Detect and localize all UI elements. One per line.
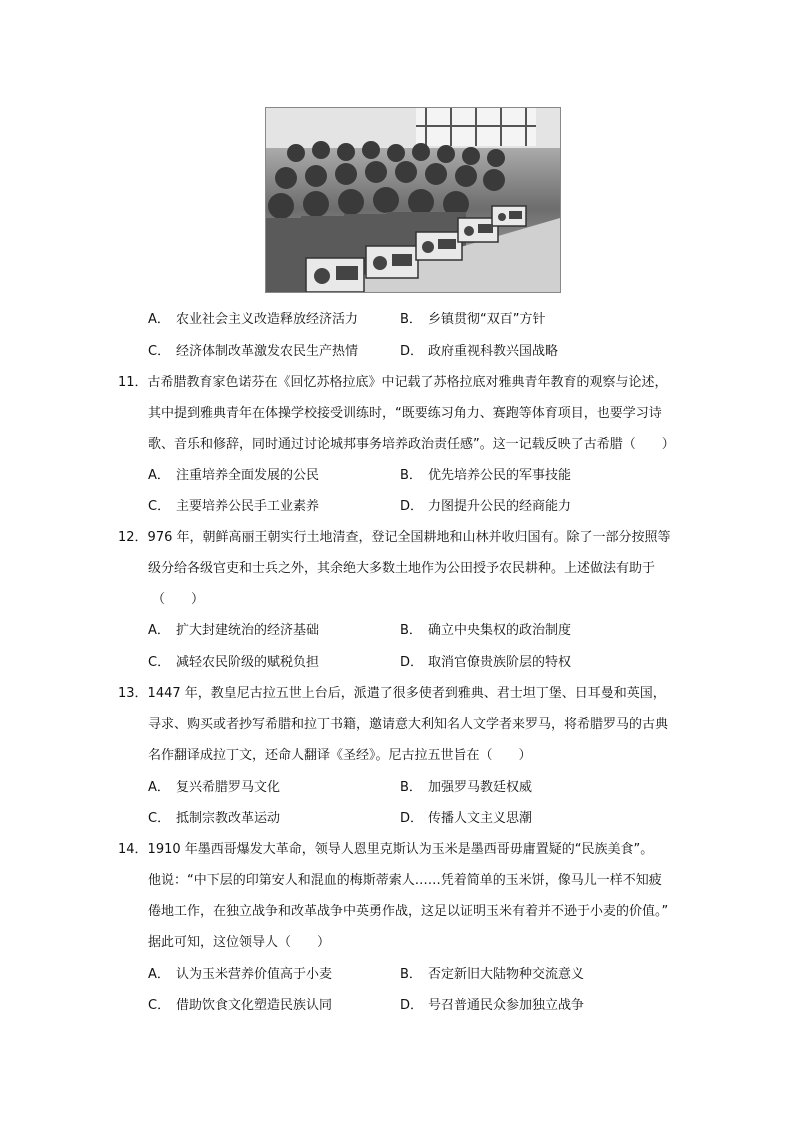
q13-option-d[interactable] xyxy=(400,810,532,828)
option-letter: D． xyxy=(400,811,424,826)
option-text: 农业社会主义改造释放经济活力 xyxy=(176,312,359,327)
option-letter: D． xyxy=(400,655,424,670)
option-text: 号召普通民众参加独立战争 xyxy=(428,998,585,1013)
q14-option-d[interactable] xyxy=(400,997,584,1015)
q13-stem-line-3: 名作翻译成拉丁文，还命人翻译《圣经》。尼古拉五世旨在（ ） xyxy=(148,748,532,763)
option-letter: B． xyxy=(400,780,422,795)
q11-option-d[interactable] xyxy=(400,498,571,516)
option-text: 抵制宗教改革运动 xyxy=(176,811,281,826)
option-letter: C． xyxy=(148,655,171,670)
option-text: 扩大封建统治的经济基础 xyxy=(176,623,320,638)
option-letter: A． xyxy=(148,623,170,638)
q12-stem-line-1: 12．976 年，朝鲜高丽王朝实行土地清查，登记全国耕地和山林并收归国有。除了一部分按照等 xyxy=(118,530,671,545)
q11-stem-line-3: 歌、音乐和修辞，同时通过讨论城邦事务培养政治责任感”。这一记载反映了古希腊（ ） xyxy=(148,437,675,452)
q12-stem-line-2: 级分给各级官吏和士兵之外，其余绝大多数土地作为公田授予农民耕种。上述做法有助于 xyxy=(148,561,656,576)
option-letter: D． xyxy=(400,998,424,1013)
option-text: 认为玉米营养价值高于小麦 xyxy=(176,967,333,982)
option-text: 主要培养公民手工业素养 xyxy=(176,499,320,514)
q10-option-a[interactable] xyxy=(148,311,358,329)
q12-option-a[interactable] xyxy=(148,622,319,640)
option-text: 乡镇贯彻“双百”方针 xyxy=(428,312,546,327)
q12-option-c[interactable] xyxy=(148,654,319,672)
q11-option-a[interactable] xyxy=(148,467,319,485)
q10-option-b[interactable] xyxy=(400,311,545,329)
option-text: 复兴希腊罗马文化 xyxy=(176,780,281,795)
q12-stem-line-3: （ ） xyxy=(152,592,205,607)
option-letter: C． xyxy=(148,811,171,826)
q11-option-c[interactable] xyxy=(148,498,319,516)
q14-stem-line-1: 14．1910 年墨西哥爆发大革命，领导人恩里克斯认为玉米是墨西哥毋庸置疑的“民族美食”。 xyxy=(118,842,654,857)
q14-stem-line-4: 据此可知，这位领导人（ ） xyxy=(148,935,331,950)
option-letter: D． xyxy=(400,499,424,514)
q14-option-c[interactable] xyxy=(148,997,332,1015)
option-letter: C． xyxy=(148,499,171,514)
q14-stem-line-2: 他说：“中下层的印第安人和混血的梅斯蒂索人……凭着简单的玉米饼，像马儿一样不知疲 xyxy=(148,873,662,888)
option-letter: A． xyxy=(148,967,170,982)
option-letter: D． xyxy=(400,344,424,359)
option-text: 注重培养全面发展的公民 xyxy=(176,468,320,483)
photo-meeting-people-tape-recorders xyxy=(266,108,560,292)
q13-option-b[interactable] xyxy=(400,779,532,797)
q14-option-b[interactable] xyxy=(400,966,584,984)
option-text: 优先培养公民的军事技能 xyxy=(428,468,572,483)
q14-option-a[interactable] xyxy=(148,966,332,984)
q12-option-d[interactable] xyxy=(400,654,571,672)
q13-stem-line-1: 13．1447 年，教皇尼古拉五世上台后，派遣了很多使者到雅典、君士坦丁堡、日耳曼和英国， xyxy=(118,686,666,701)
option-letter: A． xyxy=(148,468,170,483)
option-text: 力图提升公民的经商能力 xyxy=(428,499,572,514)
option-text: 否定新旧大陆物种交流意义 xyxy=(428,967,585,982)
question-10-photo xyxy=(265,107,561,293)
option-letter: C． xyxy=(148,998,171,1013)
option-text: 经济体制改革激发农民生产热情 xyxy=(176,344,359,359)
option-letter: B． xyxy=(400,468,422,483)
option-text: 借助饮食文化塑造民族认同 xyxy=(176,998,333,1013)
option-text: 传播人文主义思潮 xyxy=(428,811,533,826)
option-text: 加强罗马教廷权威 xyxy=(428,780,533,795)
option-letter: A． xyxy=(148,780,170,795)
option-letter: B． xyxy=(400,312,422,327)
option-letter: A． xyxy=(148,312,170,327)
q13-stem-line-2: 寻求、购买或者抄写希腊和拉丁书籍，邀请意大利知名人文学者来罗马，将希腊罗马的古典 xyxy=(148,717,669,732)
q11-stem-line-1: 11．古希腊教育家色诺芬在《回忆苏格拉底》中记载了苏格拉底对雅典青年教育的观察与论述， xyxy=(118,375,668,390)
q13-option-a[interactable] xyxy=(148,779,280,797)
option-letter: B． xyxy=(400,967,422,982)
option-letter: C． xyxy=(148,344,171,359)
q14-stem-line-3: 倦地工作，在独立战争和改革战争中英勇作战，这足以证明玉米有着并不逊于小麦的价值。” xyxy=(148,904,669,919)
option-text: 政府重视科教兴国战略 xyxy=(428,344,559,359)
q11-option-b[interactable] xyxy=(400,467,571,485)
option-letter: B． xyxy=(400,623,422,638)
option-text: 减轻农民阶级的赋税负担 xyxy=(176,655,320,670)
q11-stem-line-2: 其中提到雅典青年在体操学校接受训练时，“既要练习角力、赛跑等体育项目，也要学习诗 xyxy=(148,406,662,421)
q10-option-c[interactable] xyxy=(148,343,358,361)
option-text: 确立中央集权的政治制度 xyxy=(428,623,572,638)
q10-option-d[interactable] xyxy=(400,343,558,361)
q13-option-c[interactable] xyxy=(148,810,280,828)
option-text: 取消官僚贵族阶层的特权 xyxy=(428,655,572,670)
q12-option-b[interactable] xyxy=(400,622,571,640)
